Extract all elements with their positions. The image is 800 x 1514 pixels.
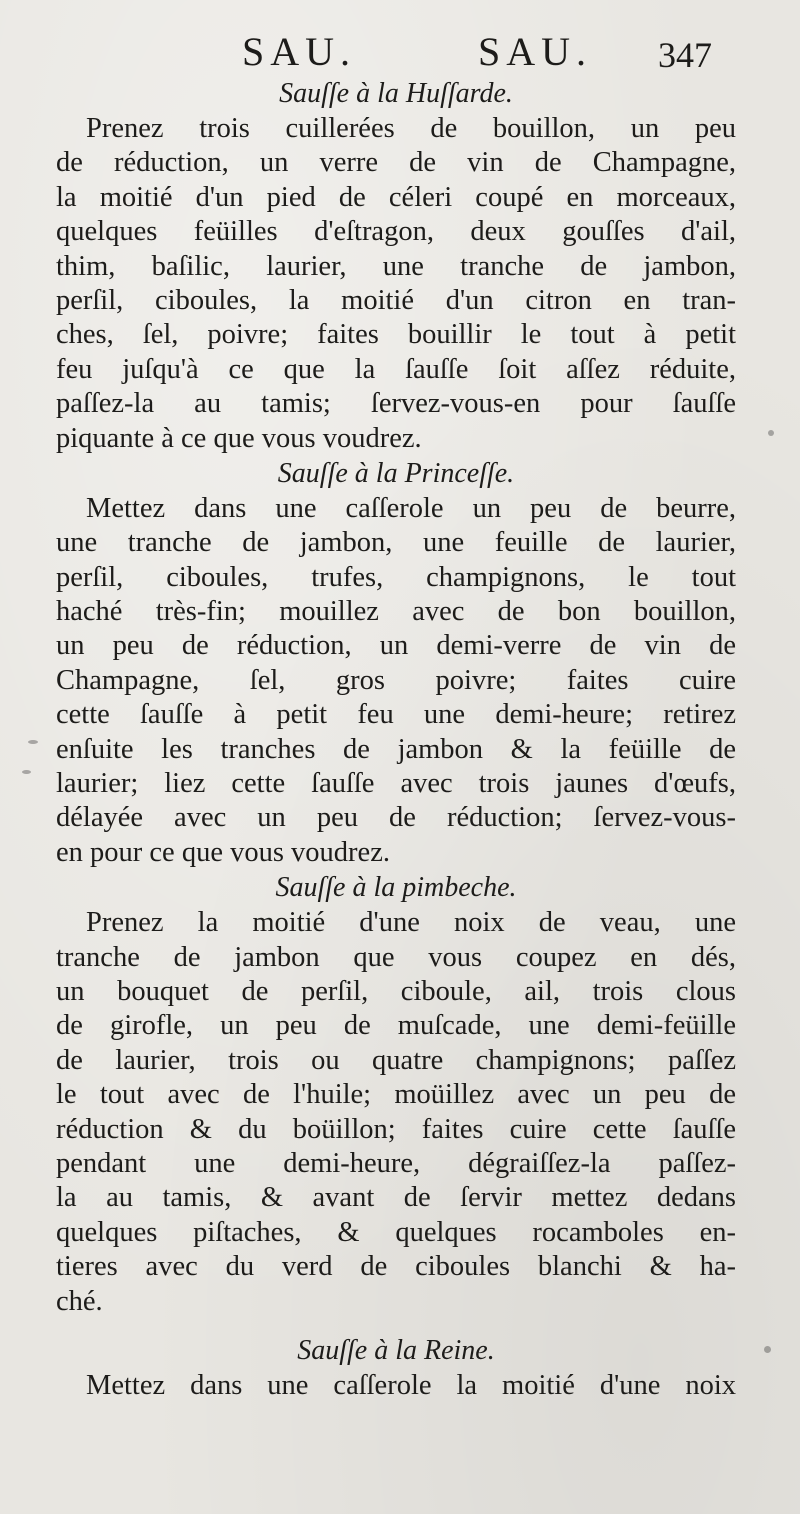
text-line: de girofle, un peu de muſcade, une demi-feüille (56, 1010, 736, 1042)
recipe-title: Sauſſe à la pimbeche. (275, 872, 517, 904)
ink-spot (22, 770, 31, 774)
text-line: quelques piſtaches, & quelques rocamboles en- (56, 1216, 736, 1248)
recipe-princesse (56, 456, 736, 870)
text-line: une tranche de jambon, une feuille de laurier, (56, 527, 736, 559)
recipe-title: Sauſſe à la Princeſſe. (277, 457, 515, 489)
ink-spot (28, 740, 38, 744)
page-number: 347 (658, 35, 712, 75)
ink-spot (764, 1346, 771, 1353)
text-line: réduction & du boüillon; faites cuire cette ſauſſe (56, 1113, 736, 1145)
text-line: le tout avec de l'huile; moüillez avec un peu de (56, 1079, 736, 1111)
text-line: en pour ce que vous voudrez. (56, 836, 390, 868)
text-line: tieres avec du verd de ciboules blanchi & ha- (56, 1251, 736, 1283)
recipe-reine (56, 1333, 736, 1403)
text-line: ché. (56, 1285, 103, 1317)
text-line: un bouquet de perſil, ciboule, ail, trois clous (56, 975, 736, 1007)
text-line: la au tamis, & avant de ſervir mettez dedans (56, 1182, 736, 1214)
text-line: enſuite les tranches de jambon & la feüille de (56, 733, 736, 765)
text-line: thim, baſilic, laurier, une tranche de jambon, (56, 250, 736, 282)
text-line: Champagne, ſel, gros poivre; faites cuire (56, 664, 736, 696)
ink-spot (768, 430, 774, 436)
text-line: un peu de réduction, un demi-verre de vin de (56, 630, 736, 662)
page-text (56, 76, 736, 1403)
text-line: de réduction, un verre de vin de Champagne, (56, 147, 736, 179)
text-line: ches, ſel, poivre; faites bouillir le tout à petit (56, 319, 736, 351)
recipe-title: Sauſſe à la Reine. (297, 1334, 495, 1366)
text-line: haché très-fin; mouillez avec de bon bouillon, (56, 596, 736, 628)
text-line: feu juſqu'à ce que la ſauſſe ſoit aſſez réduite, (56, 353, 736, 385)
text-line: paſſez-la au tamis; ſervez-vous-en pour ſauſſe (56, 388, 736, 420)
text-line: la moitié d'un pied de céleri coupé en morceaux, (56, 181, 736, 213)
recipe-pimbeche (56, 870, 736, 1319)
text-line: cette ſauſſe à petit feu une demi-heure; retirez (56, 699, 736, 731)
header-right-word: SAU. (478, 29, 593, 74)
text-line: laurier; liez cette ſauſſe avec trois jaunes d'œufs, (56, 768, 736, 800)
text-line: délayée avec un peu de réduction; ſervez-vous- (56, 802, 736, 834)
text-line: Prenez trois cuillerées de bouillon, un peu (86, 113, 736, 144)
text-line: Mettez dans une caſſerole un peu de beurre, (86, 492, 736, 524)
text-line: Prenez la moitié d'une noix de veau, une (86, 907, 736, 939)
section-gap (56, 1319, 736, 1333)
text-line: de laurier, trois ou quatre champignons; paſſez (56, 1044, 736, 1076)
text-line: quelques feüilles d'eſtragon, deux gouſſes d'ail, (56, 216, 736, 248)
text-line: perſil, ciboules, la moitié d'un citron en tran- (56, 284, 736, 316)
text-line: Mettez dans une caſſerole la moitié d'une noix (86, 1369, 736, 1401)
running-header (0, 28, 800, 74)
recipe-title: Sauſſe à la Huſſarde. (279, 78, 513, 109)
text-line: pendant une demi-heure, dégraiſſez-la paſſez- (56, 1147, 736, 1179)
recipe-hussarde (56, 76, 736, 456)
text-line: tranche de jambon que vous coupez en dés, (56, 941, 736, 973)
header-left-word: SAU. (242, 29, 357, 74)
text-line: piquante à ce que vous voudrez. (56, 422, 422, 454)
text-line: perſil, ciboules, trufes, champignons, le tout (56, 561, 736, 593)
